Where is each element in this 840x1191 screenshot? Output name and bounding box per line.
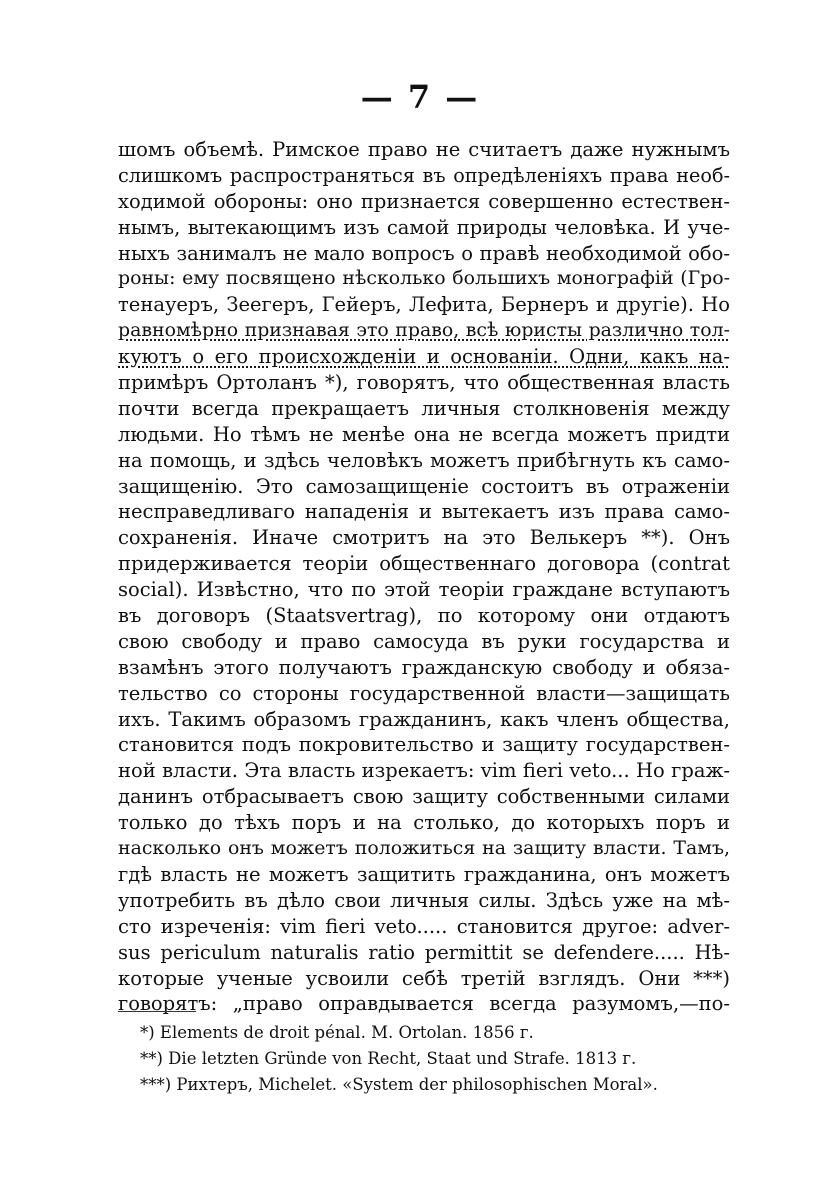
text-line: становится подъ покровительство и защиту государствен- [118,733,730,757]
text-line: ходимой обороны: оно признается совершенно естествен- [118,189,730,213]
text-line: почти всегда прекращаетъ личныя столкновенія между [118,396,730,420]
text-line: людьми. Но тѣмъ не менѣе она не всегда можетъ придти [118,422,730,446]
body-text [118,137,730,1017]
text-line: на помощь, и здѣсь человѣкъ можетъ прибѣгнуть къ само- [118,448,730,472]
text-line: гдѣ власть не можетъ защитить гражданина, онъ можетъ [118,862,730,886]
text-line: данинъ отбрасываетъ свою защиту собственными силами [118,785,730,809]
text-line-underlined: равномѣрно признавая это право, всѣ юристы различно тол- [118,319,730,342]
footnote: ***) Рихтеръ, Michelet. «System der philosophischen Moral». [140,1075,658,1094]
text-line: сохраненія. Иначе смотритъ на это Велькеръ **). Онъ [118,526,730,550]
text-line: роны: ему посвящено нѣсколько большихъ монографій (Гро- [118,267,730,290]
text-line: сто изреченія: vim fieri veto..... становится другое: adver- [118,914,730,938]
footnote: **) Die letzten Gründe von Recht, Staat und Strafe. 1813 г. [140,1049,637,1068]
text-line: ной власти. Эта власть изрекаетъ: vim fieri veto... Но граж- [118,759,730,783]
text-line: ихъ. Такимъ образомъ гражданинъ, какъ членъ общества, [118,707,730,731]
footnote-divider [118,1011,196,1012]
text-line: sus periculum naturalis ratio permittit se defendere..... Нѣ- [118,940,730,964]
text-line: свою свободу и право самосуда въ руки государства и [118,629,730,653]
text-line: несправедливаго нападенія и вытекаетъ изъ права само- [118,500,730,524]
text-line: примѣръ Ортоланъ *), говорятъ, что общественная власть [118,371,730,395]
text-line-underlined: куютъ о его происхожденіи и основаніи. Одни, какъ на- [118,345,730,369]
text-line: тенауеръ, Зеегеръ, Гейеръ, Лефита, Бернеръ и другіе). Но [118,293,730,317]
text-line: шомъ объемѣ. Римское право не считаетъ даже нужнымъ [118,138,730,161]
text-line: въ договоръ (Staatsvertrag), по которому они отдаютъ [118,604,730,628]
text-line: взамѣнъ этого получаютъ гражданскую свободу и обяза- [118,655,730,679]
page-number: — 7 — [360,78,480,116]
text-line: слишкомъ распространяться въ опредѣленіяхъ права необ- [118,163,730,187]
text-line: употребить въ дѣло свои личныя силы. Здѣсь уже на мѣ- [118,888,730,912]
text-line: ныхъ занималъ не мало вопросъ о правѣ необходимой обо- [118,241,730,265]
text-line: social). Извѣстно, что по этой теоріи граждане вступаютъ [118,578,730,602]
text-line: только до тѣхъ поръ и на столько, до которыхъ поръ и [118,811,730,835]
footnotes [140,1020,740,1098]
text-line: говорятъ: „право оправдывается всегда разумомъ,—по- [118,992,730,1016]
text-line: которые ученые усвоили себѣ третій взглядъ. Они ***) [118,966,730,990]
text-line: защищенію. Это самозащищеніе состоитъ въ отраженіи [118,474,730,498]
text-line: насколько онъ можетъ положиться на защиту власти. Тамъ, [118,837,730,860]
text-line: тельство со стороны государственной власти—защищать [118,681,730,705]
footnote: *) Elements de droit pénal. M. Ortolan. 1856 г. [140,1023,534,1042]
text-line: нымъ, вытекающимъ изъ самой природы человѣка. И уче- [118,215,730,239]
text-line: придерживается теоріи общественнаго договора (contrat [118,552,730,576]
